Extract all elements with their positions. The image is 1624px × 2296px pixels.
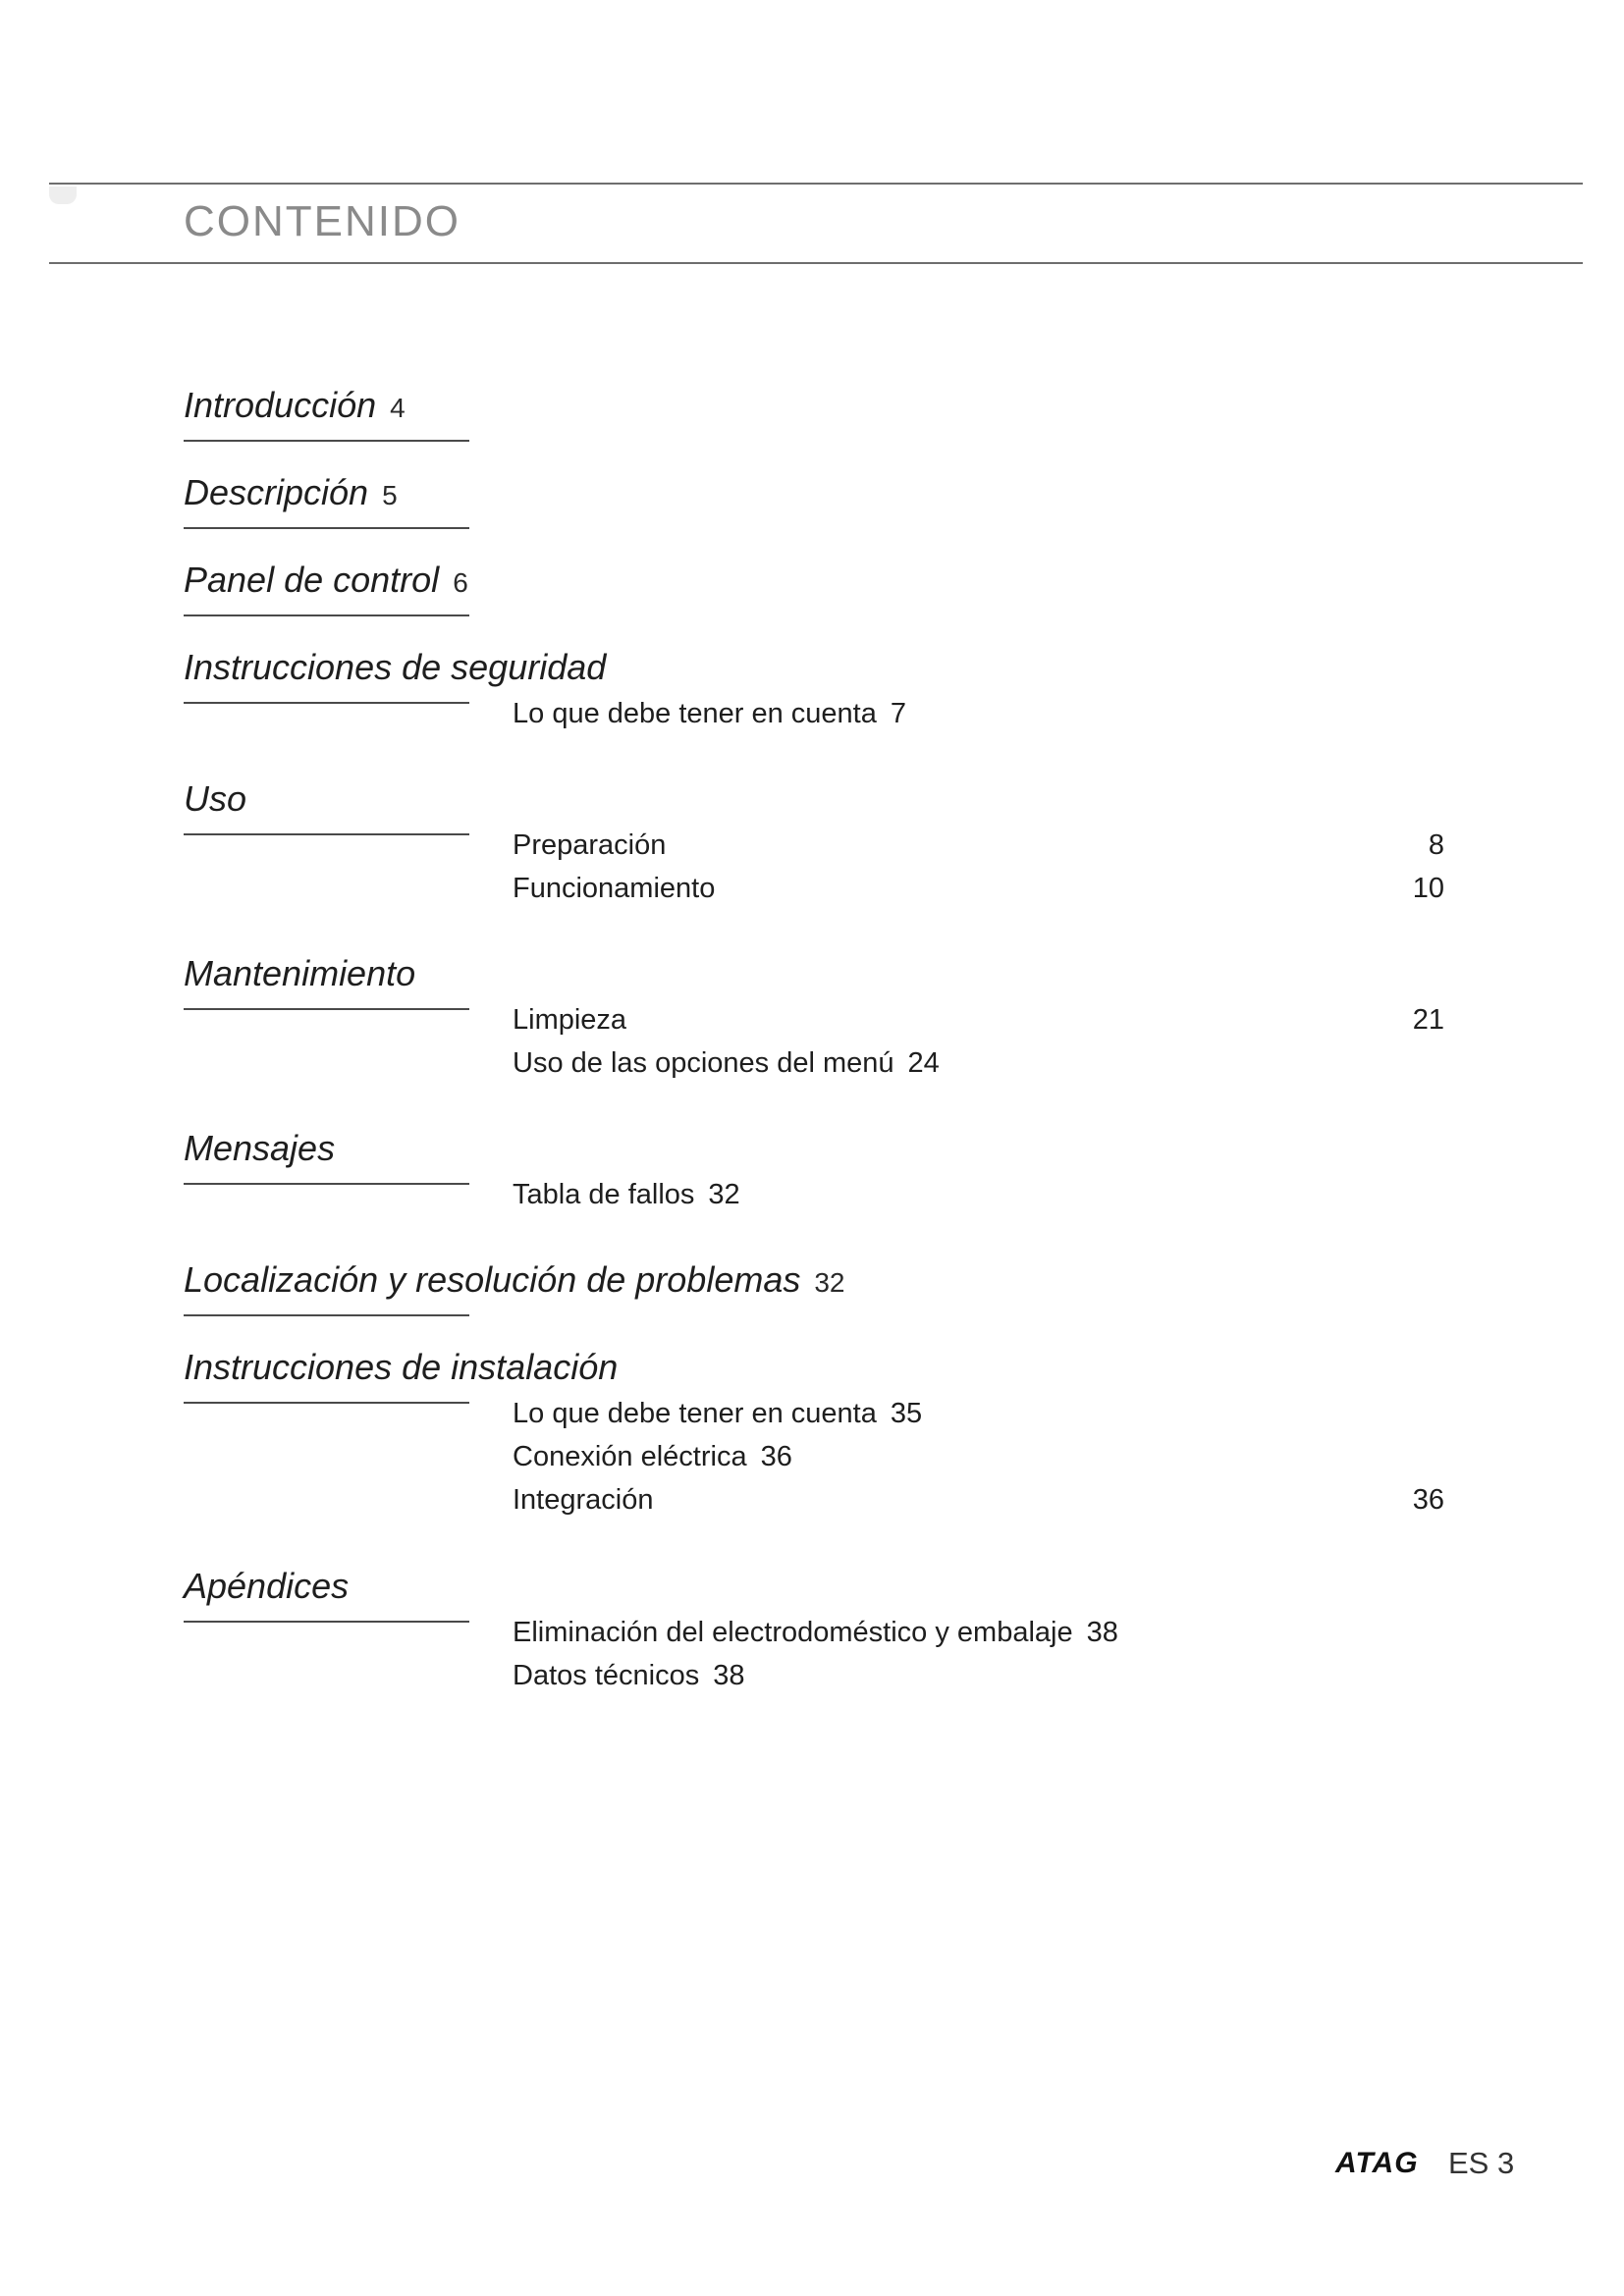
page-number: ES 3 xyxy=(1448,2146,1515,2180)
item-page: 10 xyxy=(1412,873,1444,904)
page-title: CONTENIDO xyxy=(184,197,460,245)
item-page: 38 xyxy=(1086,1617,1118,1648)
toc-item[interactable] xyxy=(513,1179,740,1211)
item-label: Conexión eléctrica xyxy=(513,1441,747,1472)
item-label: Tabla de fallos xyxy=(513,1179,695,1210)
item-page: 35 xyxy=(890,1398,923,1429)
section-page: 32 xyxy=(814,1267,845,1298)
toc-section-mantenimiento[interactable] xyxy=(184,953,415,994)
section-title: Uso xyxy=(184,778,247,819)
section-title: Localización y resolución de problemas xyxy=(184,1259,801,1300)
section-title: Apéndices xyxy=(184,1566,350,1606)
item-page: 21 xyxy=(1412,1004,1444,1036)
toc-section-descripcion[interactable] xyxy=(184,472,398,513)
item-label: Limpieza xyxy=(513,1004,627,1036)
section-page: 6 xyxy=(453,567,468,598)
toc-section-apendices[interactable] xyxy=(184,1566,349,1607)
item-page: 8 xyxy=(1428,829,1444,861)
corner-mark xyxy=(49,187,77,204)
item-page: 38 xyxy=(713,1660,745,1691)
section-title: Panel de control xyxy=(184,560,440,600)
section-underline xyxy=(184,1621,469,1623)
section-title: Instrucciones de instalación xyxy=(184,1347,619,1387)
page-footer xyxy=(1335,2146,1514,2181)
item-label: Integración xyxy=(513,1484,654,1516)
toc-section-instrucciones-de-instalacion[interactable] xyxy=(184,1347,618,1388)
section-underline xyxy=(184,833,469,835)
header-rule-bottom xyxy=(49,262,1583,264)
item-page: 36 xyxy=(760,1441,792,1472)
item-label: Eliminación del electrodoméstico y embalaje xyxy=(513,1617,1073,1648)
toc-section-uso[interactable] xyxy=(184,778,246,820)
toc-item[interactable] xyxy=(513,873,715,905)
item-page: 36 xyxy=(1412,1484,1444,1516)
toc-item[interactable] xyxy=(513,1441,792,1473)
section-underline xyxy=(184,614,469,616)
brand-logo: ATAG xyxy=(1335,2147,1419,2179)
section-underline xyxy=(184,440,469,442)
item-page: 24 xyxy=(907,1047,940,1079)
toc-item[interactable] xyxy=(513,1398,922,1430)
section-title: Descripción xyxy=(184,472,369,512)
section-page: 5 xyxy=(382,480,398,510)
toc-section-introduccion[interactable] xyxy=(184,385,406,426)
toc-section-localizacion[interactable] xyxy=(184,1259,845,1301)
section-page: 4 xyxy=(390,393,406,423)
item-label: Funcionamiento xyxy=(513,873,716,904)
toc-item[interactable] xyxy=(513,1047,940,1080)
toc-section-mensajes[interactable] xyxy=(184,1128,335,1169)
item-label: Lo que debe tener en cuenta xyxy=(513,698,877,729)
section-underline xyxy=(184,1402,469,1404)
section-underline xyxy=(184,1314,469,1316)
item-label: Datos técnicos xyxy=(513,1660,700,1691)
section-title: Instrucciones de seguridad xyxy=(184,647,607,687)
item-label: Preparación xyxy=(513,829,667,861)
section-underline xyxy=(184,702,469,704)
toc-item[interactable] xyxy=(513,1660,744,1692)
section-title: Mantenimiento xyxy=(184,953,416,993)
header-rule-top xyxy=(49,183,1583,185)
section-underline xyxy=(184,1183,469,1185)
item-label: Lo que debe tener en cuenta xyxy=(513,1398,877,1429)
section-title: Mensajes xyxy=(184,1128,336,1168)
item-page: 32 xyxy=(708,1179,740,1210)
toc-item[interactable] xyxy=(513,1617,1118,1649)
item-label: Uso de las opciones del menú xyxy=(513,1047,894,1079)
toc-section-instrucciones-de-seguridad[interactable] xyxy=(184,647,606,688)
toc-item[interactable] xyxy=(513,829,666,862)
section-underline xyxy=(184,1008,469,1010)
toc-section-panel-de-control[interactable] xyxy=(184,560,468,601)
toc-item[interactable] xyxy=(513,1484,654,1517)
item-page: 7 xyxy=(890,698,907,729)
toc-item[interactable] xyxy=(513,698,906,730)
toc-item[interactable] xyxy=(513,1004,626,1037)
section-title: Introducción xyxy=(184,385,377,425)
section-underline xyxy=(184,527,469,529)
